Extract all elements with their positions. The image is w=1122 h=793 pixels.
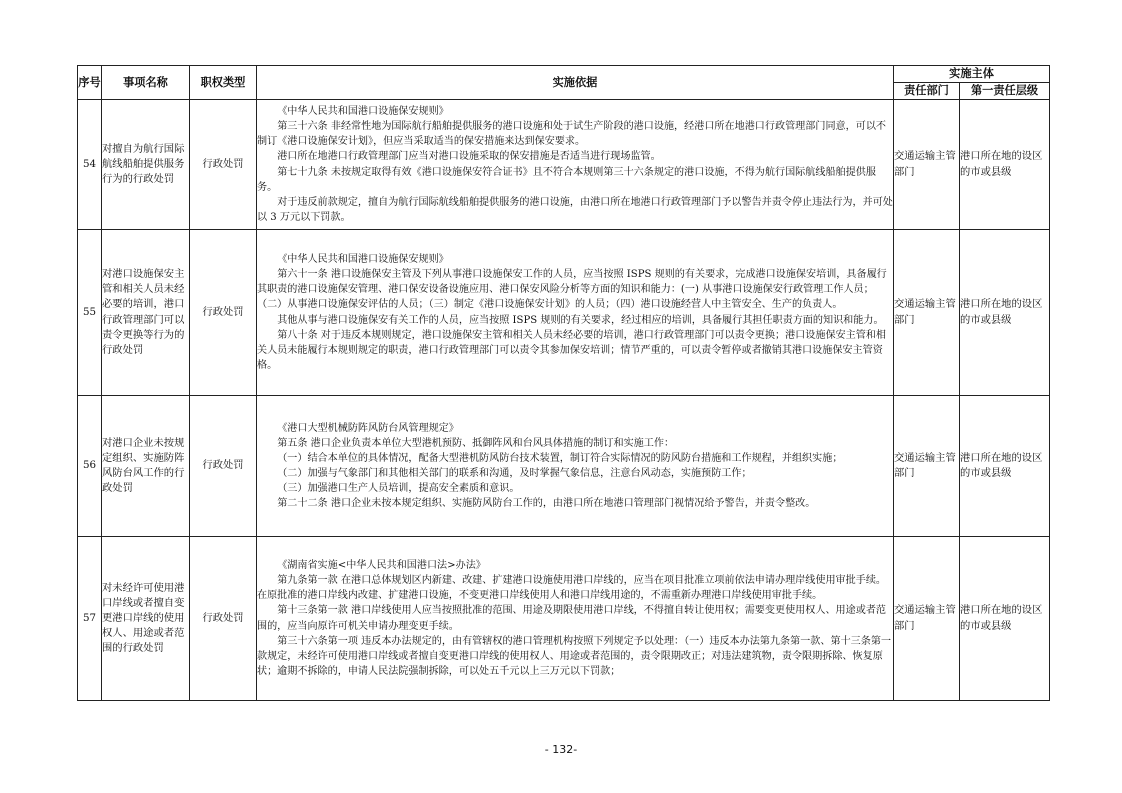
responsibility-level: 港口所在地的设区的市或县级	[960, 100, 1050, 230]
item-name: 对港口设施保安主管和相关人员未经必要的培训，港口行政管理部门可以责令更换等行为的行政处罚	[102, 230, 190, 396]
responsibility-level: 港口所在地的设区的市或县级	[960, 396, 1050, 537]
table-row	[78, 396, 1050, 537]
responsibility-level: 港口所在地的设区的市或县级	[960, 537, 1050, 701]
table-row	[78, 100, 1050, 230]
page-number: - 132-	[544, 743, 578, 756]
header-level: 第一责任层级	[960, 83, 1050, 100]
basis-paragraph: 第三十六条 非经常性地为国际航行船舶提供服务的港口设施和处于试生产阶段的港口设施，经港口所在地港口行政管理部门同意，可以不制订《港口设施保安计划》，但应当采取适当的保安措施来达到保安要求。	[257, 121, 887, 148]
header-dept: 责任部门	[894, 83, 960, 100]
basis-paragraph: 第二十二条 港口企业未按本规定组织、实施防风防台工作的，由港口所在地港口管理部门视情况给予警告，并责令整改。	[277, 498, 816, 510]
responsible-dept: 交通运输主管部门	[894, 100, 960, 230]
basis-text	[257, 537, 894, 701]
basis-paragraph: 《中华人民共和国港口设施保安规则》	[277, 106, 449, 118]
item-name: 对擅自为航行国际航线船舶提供服务行为的行政处罚	[102, 100, 190, 230]
header-seq: 序号	[78, 66, 102, 100]
basis-paragraph: 第十三条第一款 港口岸线使用人应当按照批准的范围、用途及期限使用港口岸线，不得擅自转让使用权；需要变更使用权人、用途或者范围的，应当向原许可机关申请办理变更手续。	[257, 605, 887, 632]
basis-paragraph: 其他从事与港口设施保安有关工作的人员，应当按照 ISPS 规则的有关要求，经过相应的培训，具备履行其担任职责方面的知识和能力。	[277, 314, 884, 326]
power-type: 行政处罚	[190, 396, 257, 537]
header-subject: 实施主体	[894, 66, 1050, 83]
power-type: 行政处罚	[190, 537, 257, 701]
authority-table	[77, 65, 1050, 701]
basis-paragraph: （二）加强与气象部门和其他相关部门的联系和沟通，及时掌握气象信息，注意台风动态，实施预防工作；	[277, 468, 752, 479]
basis-paragraph: 第八十条 对于违反本规则规定，港口设施保安主管和相关人员未经必要的培训，港口行政管理部门可以责令更换；港口设施保安主管和相关人员未能履行本规则规定的职责，港口行政管理部门可以责令其参加保安培训；情节严重的，可以责令暂停或者撤销其港口设施保安主管资格。	[257, 329, 887, 371]
row-number: 54	[78, 100, 102, 230]
basis-paragraph: 第五条 港口企业负责本单位大型港机预防、抵御阵风和台风具体措施的制订和实施工作：	[277, 437, 675, 449]
responsible-dept: 交通运输主管部门	[894, 230, 960, 396]
header-power-type: 职权类型	[190, 66, 257, 100]
responsibility-level: 港口所在地的设区的市或县级	[960, 230, 1050, 396]
basis-paragraph: 第九条第一款 在港口总体规划区内新建、改建、扩建港口设施使用港口岸线的，应当在项目批准立项前依法申请办理岸线使用审批手续。在原批准的港口岸线内改建、扩建港口设施，不变更港口岸线使用人和港口岸线用途的，不需重新办理港口岸线使用审批手续。	[257, 575, 887, 602]
basis-paragraph: （一）结合本单位的具体情况，配备大型港机防风防台技术装置，制订符合实际情况的防风防台措施和工作规程，并组织实施；	[277, 452, 843, 464]
power-type: 行政处罚	[190, 230, 257, 396]
header-basis: 实施依据	[257, 66, 894, 100]
power-type: 行政处罚	[190, 100, 257, 230]
row-number: 55	[78, 230, 102, 396]
basis-paragraph: 第六十一条 港口设施保安主管及下列从事港口设施保安工作的人员，应当按照 ISPS 规则的有关要求，完成港口设施保安培训，具备履行其职责的港口设施保安管理、港口保安设备设施应用、港口保安风险分析等方面的知识和能力：(一) 从事港口设施保安行政管理工作人员；（二）从事港口设施保安评估的人员；（三）制定《港口设施保安计划》的人员；（四）港口设施经营人中主管安全、生产的负责人。	[257, 269, 887, 311]
basis-text	[257, 100, 894, 230]
basis-paragraph: 《港口大型机械防阵风防台风管理规定》	[277, 422, 459, 434]
table-row	[78, 537, 1050, 701]
basis-paragraph: 《湖南省实施<中华人民共和国港口法>办法》	[277, 560, 486, 572]
row-number: 56	[78, 396, 102, 537]
item-name: 对港口企业未按规定组织、实施防阵风防台风工作的行政处罚	[102, 396, 190, 537]
basis-paragraph: （三）加强港口生产人员培训，提高安全素质和意识。	[277, 483, 520, 495]
row-number: 57	[78, 537, 102, 701]
basis-text	[257, 396, 894, 537]
item-name: 对未经许可使用港口岸线或者擅自变更港口岸线的使用权人、用途或者范围的行政处罚	[102, 537, 190, 701]
responsible-dept: 交通运输主管部门	[894, 396, 960, 537]
basis-paragraph: 对于违反前款规定，擅自为航行国际航线船舶提供服务的港口设施，由港口所在地港口行政管理部门予以警告并责令停止违法行为，并可处以 3 万元以下罚款。	[257, 196, 893, 223]
responsible-dept: 交通运输主管部门	[894, 537, 960, 701]
basis-paragraph: 第七十九条 未按规定取得有效《港口设施保安符合证书》且不符合本规则第三十六条规定的港口设施，不得为航行国际航线船舶提供服务。	[257, 166, 876, 193]
basis-paragraph: 《中华人民共和国港口设施保安规则》	[277, 254, 449, 266]
table-row	[78, 230, 1050, 396]
header-item-name: 事项名称	[102, 66, 190, 100]
basis-text	[257, 230, 894, 396]
basis-paragraph: 第三十六条第一项 违反本办法规定的，由有管辖权的港口管理机构按照下列规定予以处理：（一）违反本办法第九条第一款、第十三条第一款规定，未经许可使用港口岸线或者擅自变更港口岸线的使用权人、用途或者范围的，责令限期改正；对违法建筑物，责令限期拆除、恢复原状；逾期不拆除的，申请人民法院强制拆除，可以处五千元以上三万元以下罚款；	[257, 635, 892, 677]
basis-paragraph: 港口所在地港口行政管理部门应当对港口设施采取的保安措施是否适当进行现场监管。	[277, 151, 661, 163]
